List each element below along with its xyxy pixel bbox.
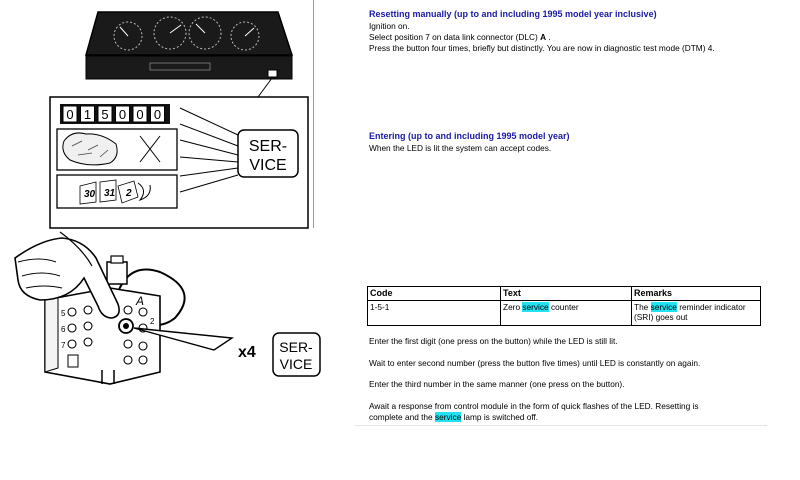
odometer-digit: 0 (118, 107, 127, 122)
service-lamp-text: VICE (279, 356, 313, 372)
step-text: Enter the first digit (one press on the button) while the LED is still lit. (369, 336, 618, 346)
connector-letter: A (136, 294, 145, 308)
resetting-title: Resetting manually (up to and including 1995 model year inclusive) (369, 9, 657, 19)
callout-panel (50, 97, 308, 228)
service-lamp-text: SER- (279, 339, 313, 355)
step-text: Wait to enter second number (press the button five times) until LED is constantly on again. (369, 358, 701, 368)
service-lamp-text: VICE (249, 157, 287, 174)
instrument-cluster (86, 12, 292, 97)
search-highlight: service (650, 302, 677, 312)
odometer-digit: 0 (136, 107, 144, 122)
entering-title: Entering (up to and including 1995 model year) (369, 131, 570, 141)
pin-number: 5 (61, 309, 66, 318)
service-lamp-text: SER- (248, 138, 288, 155)
step-text: Await a response from control module in the form of quick flashes of the LED. Resetting is (369, 401, 699, 411)
resetting-line: Press the button four times, briefly but distinctly. You are now in diagnostic test mode (DTM) 4. (369, 43, 715, 53)
search-highlight: service (522, 302, 549, 312)
resetting-line: Select position 7 on data link connector (DLC) A . (369, 32, 551, 42)
press-count-label: x4 (238, 344, 256, 361)
cell-code: 1-5-1 (368, 301, 501, 326)
connector-drawing (15, 232, 320, 384)
header-code: Code (368, 287, 501, 301)
step-text: complete and the service lamp is switched off. (369, 412, 539, 422)
sticker-number: 30 (84, 189, 96, 200)
sticker-number: 2 (126, 188, 132, 199)
header-text: Text (501, 287, 632, 301)
search-highlight: service (434, 412, 462, 422)
table-row (368, 301, 761, 326)
code-table (367, 286, 761, 326)
header-remarks: Remarks (632, 287, 761, 301)
section-divider (355, 425, 767, 426)
pin-number: 6 (61, 325, 66, 334)
odometer-digit: 5 (101, 107, 109, 122)
pin-number: 7 (61, 341, 66, 350)
odometer-digit: 0 (66, 107, 74, 122)
pin-number: 2 (150, 317, 155, 326)
odometer-digit: 1 (83, 107, 92, 122)
sticker-number: 31 (104, 188, 116, 199)
table-header-row (368, 287, 761, 301)
entering-line: When the LED is lit the system can accept codes. (369, 143, 552, 153)
illustration-svg (0, 0, 340, 475)
illustration-divider (313, 0, 314, 228)
odometer-digit: 0 (153, 107, 162, 122)
resetting-line: Ignition on. (369, 21, 410, 31)
cell-text: Zero service counter (501, 301, 632, 326)
step-text: Enter the third number in the same manner (one press on the button). (369, 379, 625, 389)
cell-remarks: The service reminder indicator (SRI) goes out (632, 301, 761, 326)
connector-letter-ref: A (540, 32, 547, 42)
service-reset-illustration (0, 0, 340, 475)
